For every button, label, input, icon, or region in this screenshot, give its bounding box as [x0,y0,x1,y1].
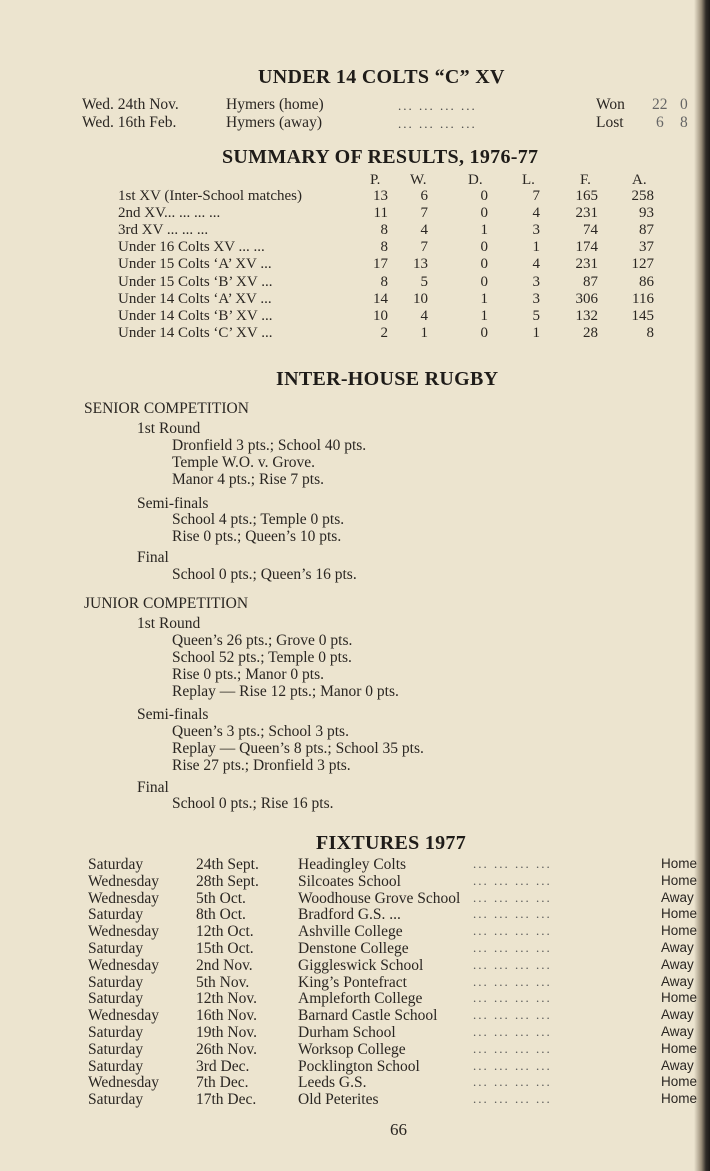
stat-d: 0 [480,273,488,290]
fixture-opponent: Barnard Castle School [298,1007,438,1025]
fixture-venue: Home [661,990,698,1006]
leader-dots: ... ... ... ... [473,1057,552,1073]
stat-d: 0 [480,239,488,256]
fixture-opponent: Headingley Colts [298,856,407,873]
team-name: Under 16 Colts XV ... ... [118,239,265,256]
fixture-opponent: Worksop College [298,1040,406,1058]
fixture-day: Wednesday [88,1007,160,1025]
senior-semi-result: Rise 0 pts.; Queen’s 10 pts. [172,528,342,545]
fixture-opponent: Bradford G.S. ... [298,906,401,924]
fixture-date: 16th Nov. [196,1007,257,1025]
fixture-row [88,990,708,1007]
fixture-date: 3rd Dec. [196,1057,250,1075]
match-date: Wed. 16th Feb. [82,114,177,131]
fixture-row [88,1041,708,1058]
stat-a: 127 [631,256,654,273]
leader-dots: ... ... ... ... [473,940,552,955]
match-opponent: Hymers (away) [226,114,322,131]
fixture-row [88,974,708,991]
page-number: 66 [390,1120,407,1139]
fixture-opponent: Old Peterites [298,1091,379,1109]
stat-d: 1 [480,290,488,307]
leader-dots: ... ... ... ... [398,98,477,113]
stat-a: 8 [646,324,654,341]
match-date: Wed. 24th Nov. [82,96,179,113]
fixture-venue: Away [661,940,694,955]
senior-round1-label: 1st Round [137,420,201,437]
junior-round1-result: Replay — Rise 12 pts.; Manor 0 pts. [172,683,399,700]
leader-dots: ... ... ... ... [473,1024,552,1039]
fixtures-title: FIXTURES 1977 [316,832,467,854]
stat-d: 1 [480,307,488,324]
stat-d: 0 [480,324,488,341]
leader-dots: ... ... ... ... [473,872,552,888]
fixture-date: 26th Nov. [196,1040,257,1058]
leader-dots: ... ... ... ... [473,889,552,905]
fixture-opponent: Ampleforth College [298,990,423,1008]
fixture-day: Saturday [88,906,144,924]
fixture-day: Wednesday [88,923,160,941]
fixture-row [88,873,708,890]
stat-f: 174 [575,239,598,256]
stat-a: 37 [639,239,654,256]
leader-dots: ... ... ... ... [473,1091,552,1107]
team-name: Under 14 Colts ‘B’ XV ... [118,307,273,324]
senior-final-result: School 0 pts.; Queen’s 16 pts. [172,566,357,583]
fixture-date: 12th Oct. [196,923,254,941]
fixture-venue: Away [661,1024,694,1039]
fixture-day: Wednesday [88,872,160,890]
leader-dots: ... ... ... ... [473,990,552,1006]
fixture-row [88,1058,708,1075]
fixture-date: 7th Dec. [196,1074,249,1092]
col-header-f: F. [580,172,591,188]
stat-l: 4 [532,256,540,273]
stat-d: 0 [480,188,488,204]
u14c-title: UNDER 14 COLTS “C” XV [258,66,505,88]
fixture-opponent: Pocklington School [298,1057,420,1075]
fixture-venue: Away [661,973,694,989]
match-against: 8 [680,114,688,131]
stat-a: 86 [639,273,654,290]
leader-dots: ... ... ... ... [473,1074,552,1090]
interhouse-title: INTER-HOUSE RUGBY [276,368,499,390]
stat-d: 1 [480,222,488,239]
stat-p: 10 [373,307,388,324]
stat-a: 258 [631,188,654,204]
fixture-venue: Home [661,906,698,922]
fixture-venue: Home [661,1074,698,1090]
fixture-date: 15th Oct. [196,940,254,957]
fixture-date: 24th Sept. [196,856,259,873]
fixture-day: Saturday [88,1040,144,1058]
stat-p: 14 [373,290,388,307]
stat-w: 1 [420,324,428,341]
junior-round1-result: School 52 pts.; Temple 0 pts. [172,649,352,666]
stat-d: 0 [480,205,488,222]
stat-l: 4 [532,205,540,222]
match-opponent: Hymers (home) [226,96,324,113]
stat-w: 7 [420,205,428,222]
team-name: Under 15 Colts ‘A’ XV ... [118,256,272,273]
stat-l: 7 [532,188,540,204]
summary-row [118,325,658,341]
stat-p: 8 [380,239,388,256]
fixture-day: Saturday [88,940,144,957]
fixture-venue: Home [661,1040,698,1056]
junior-semi-result: Queen’s 3 pts.; School 3 pts. [172,723,349,740]
senior-round1-result: Temple W.O. v. Grove. [172,454,315,471]
fixture-opponent: King’s Pontefract [298,973,407,991]
stat-p: 17 [373,256,388,273]
stat-p: 8 [380,273,388,290]
junior-semis-label: Semi-finals [137,706,209,723]
leader-dots: ... ... ... ... [473,973,552,989]
fixture-venue: Home [661,923,698,939]
summary-row [118,256,658,272]
stat-w: 10 [413,290,428,307]
leader-dots: ... ... ... ... [398,116,477,131]
fixture-venue: Away [661,956,694,972]
senior-final-label: Final [137,549,169,566]
match-result: Won [596,96,625,113]
summary-row [118,222,658,238]
fixture-row [88,1091,708,1108]
stat-f: 306 [575,290,598,307]
team-name: 2nd XV... ... ... ... [118,205,221,222]
junior-competition-label: JUNIOR COMPETITION [84,595,249,612]
fixture-row [88,906,708,923]
fixture-day: Wednesday [88,1074,160,1092]
summary-row [118,274,658,290]
stat-w: 4 [420,307,428,324]
leader-dots: ... ... ... ... [473,1040,552,1056]
stat-l: 1 [532,324,540,341]
fixture-date: 5th Nov. [196,973,250,991]
senior-competition-label: SENIOR COMPETITION [84,400,249,417]
team-name: 1st XV (Inter-School matches) [118,188,302,204]
team-name: Under 14 Colts ‘A’ XV ... [118,290,272,307]
senior-round1-result: Manor 4 pts.; Rise 7 pts. [172,471,324,488]
stat-f: 231 [575,256,598,273]
stat-a: 145 [631,307,654,324]
summary-row [118,239,658,255]
stat-w: 13 [413,256,428,273]
stat-a: 93 [639,205,654,222]
senior-semis-label: Semi-finals [137,495,209,512]
summary-row [118,291,658,307]
stat-f: 74 [583,222,598,239]
fixture-day: Saturday [88,1024,144,1041]
fixture-day: Saturday [88,1057,144,1075]
junior-semi-result: Replay — Queen’s 8 pts.; School 35 pts. [172,740,424,757]
stat-a: 87 [639,222,654,239]
fixture-date: 8th Oct. [196,906,246,924]
fixture-day: Saturday [88,1091,144,1109]
stat-a: 116 [632,290,654,307]
stat-w: 5 [420,273,428,290]
fixture-day: Saturday [88,990,144,1008]
fixture-row [88,923,708,940]
fixture-row [88,856,708,873]
fixture-opponent: Denstone College [298,940,409,957]
fixture-row [88,957,708,974]
stat-l: 5 [532,307,540,324]
senior-round1-result: Dronfield 3 pts.; School 40 pts. [172,437,367,454]
stat-l: 1 [532,239,540,256]
fixture-row [88,1007,708,1024]
stat-f: 231 [575,205,598,222]
fixture-date: 17th Dec. [196,1091,257,1109]
summary-row [118,188,658,204]
stat-l: 3 [532,273,540,290]
fixture-opponent: Ashville College [298,923,403,941]
fixture-venue: Home [661,856,698,871]
fixture-venue: Away [661,1007,694,1023]
stat-p: 11 [373,205,388,222]
junior-round1-label: 1st Round [137,615,201,632]
fixture-day: Saturday [88,856,144,873]
col-header-a: A. [632,172,647,188]
col-header-l: L. [522,172,535,188]
junior-round1-result: Queen’s 26 pts.; Grove 0 pts. [172,632,353,649]
leader-dots: ... ... ... ... [473,956,552,972]
fixture-opponent: Durham School [298,1024,396,1041]
match-against: 0 [680,96,688,113]
junior-final-result: School 0 pts.; Rise 16 pts. [172,795,334,812]
stat-f: 132 [575,307,598,324]
fixture-venue: Away [661,889,694,905]
col-header-w: W. [410,172,427,188]
junior-semi-result: Rise 27 pts.; Dronfield 3 pts. [172,757,351,774]
col-header-d: D. [468,172,483,188]
fixture-day: Saturday [88,973,144,991]
stat-l: 3 [532,290,540,307]
stat-w: 4 [420,222,428,239]
fixture-venue: Away [661,1057,694,1073]
junior-round1-result: Rise 0 pts.; Manor 0 pts. [172,666,324,683]
leader-dots: ... ... ... ... [473,906,552,922]
fixture-row [88,890,708,907]
senior-semi-result: School 4 pts.; Temple 0 pts. [172,511,345,528]
fixture-date: 19th Nov. [196,1024,257,1041]
fixture-date: 2nd Nov. [196,956,253,974]
fixture-opponent: Giggleswick School [298,956,424,974]
fixture-opponent: Leeds G.S. [298,1074,367,1092]
stat-p: 13 [373,188,388,204]
team-name: Under 15 Colts ‘B’ XV ... [118,273,273,290]
fixture-row [88,1024,708,1041]
fixture-opponent: Silcoates School [298,872,401,890]
stat-f: 87 [583,273,598,290]
leader-dots: ... ... ... ... [473,1007,552,1023]
fixture-row [88,1074,708,1091]
fixture-venue: Home [661,1091,698,1107]
fixture-day: Wednesday [88,889,160,907]
fixture-date: 5th Oct. [196,889,246,907]
stat-f: 165 [575,188,598,204]
team-name: Under 14 Colts ‘C’ XV ... [118,324,273,341]
stat-d: 0 [480,256,488,273]
fixture-date: 28th Sept. [196,872,259,890]
col-header-p: P. [370,172,381,188]
summary-title: SUMMARY OF RESULTS, 1976-77 [222,146,539,168]
match-result: Lost [596,114,624,131]
fixture-venue: Home [661,872,698,888]
junior-final-label: Final [137,779,169,796]
fixture-day: Wednesday [88,956,160,974]
stat-w: 6 [420,188,428,204]
summary-row [118,205,658,221]
fixture-opponent: Woodhouse Grove School [298,889,461,907]
fixture-row [88,940,708,957]
stat-p: 8 [380,222,388,239]
leader-dots: ... ... ... ... [473,856,552,871]
stat-f: 28 [583,324,598,341]
summary-row [118,308,658,324]
stat-p: 2 [380,324,388,341]
fixture-date: 12th Nov. [196,990,257,1008]
leader-dots: ... ... ... ... [473,923,552,939]
team-name: 3rd XV ... ... ... [118,222,209,239]
match-for: 22 [652,96,668,113]
stat-l: 3 [532,222,540,239]
match-for: 6 [656,114,664,131]
stat-w: 7 [420,239,428,256]
